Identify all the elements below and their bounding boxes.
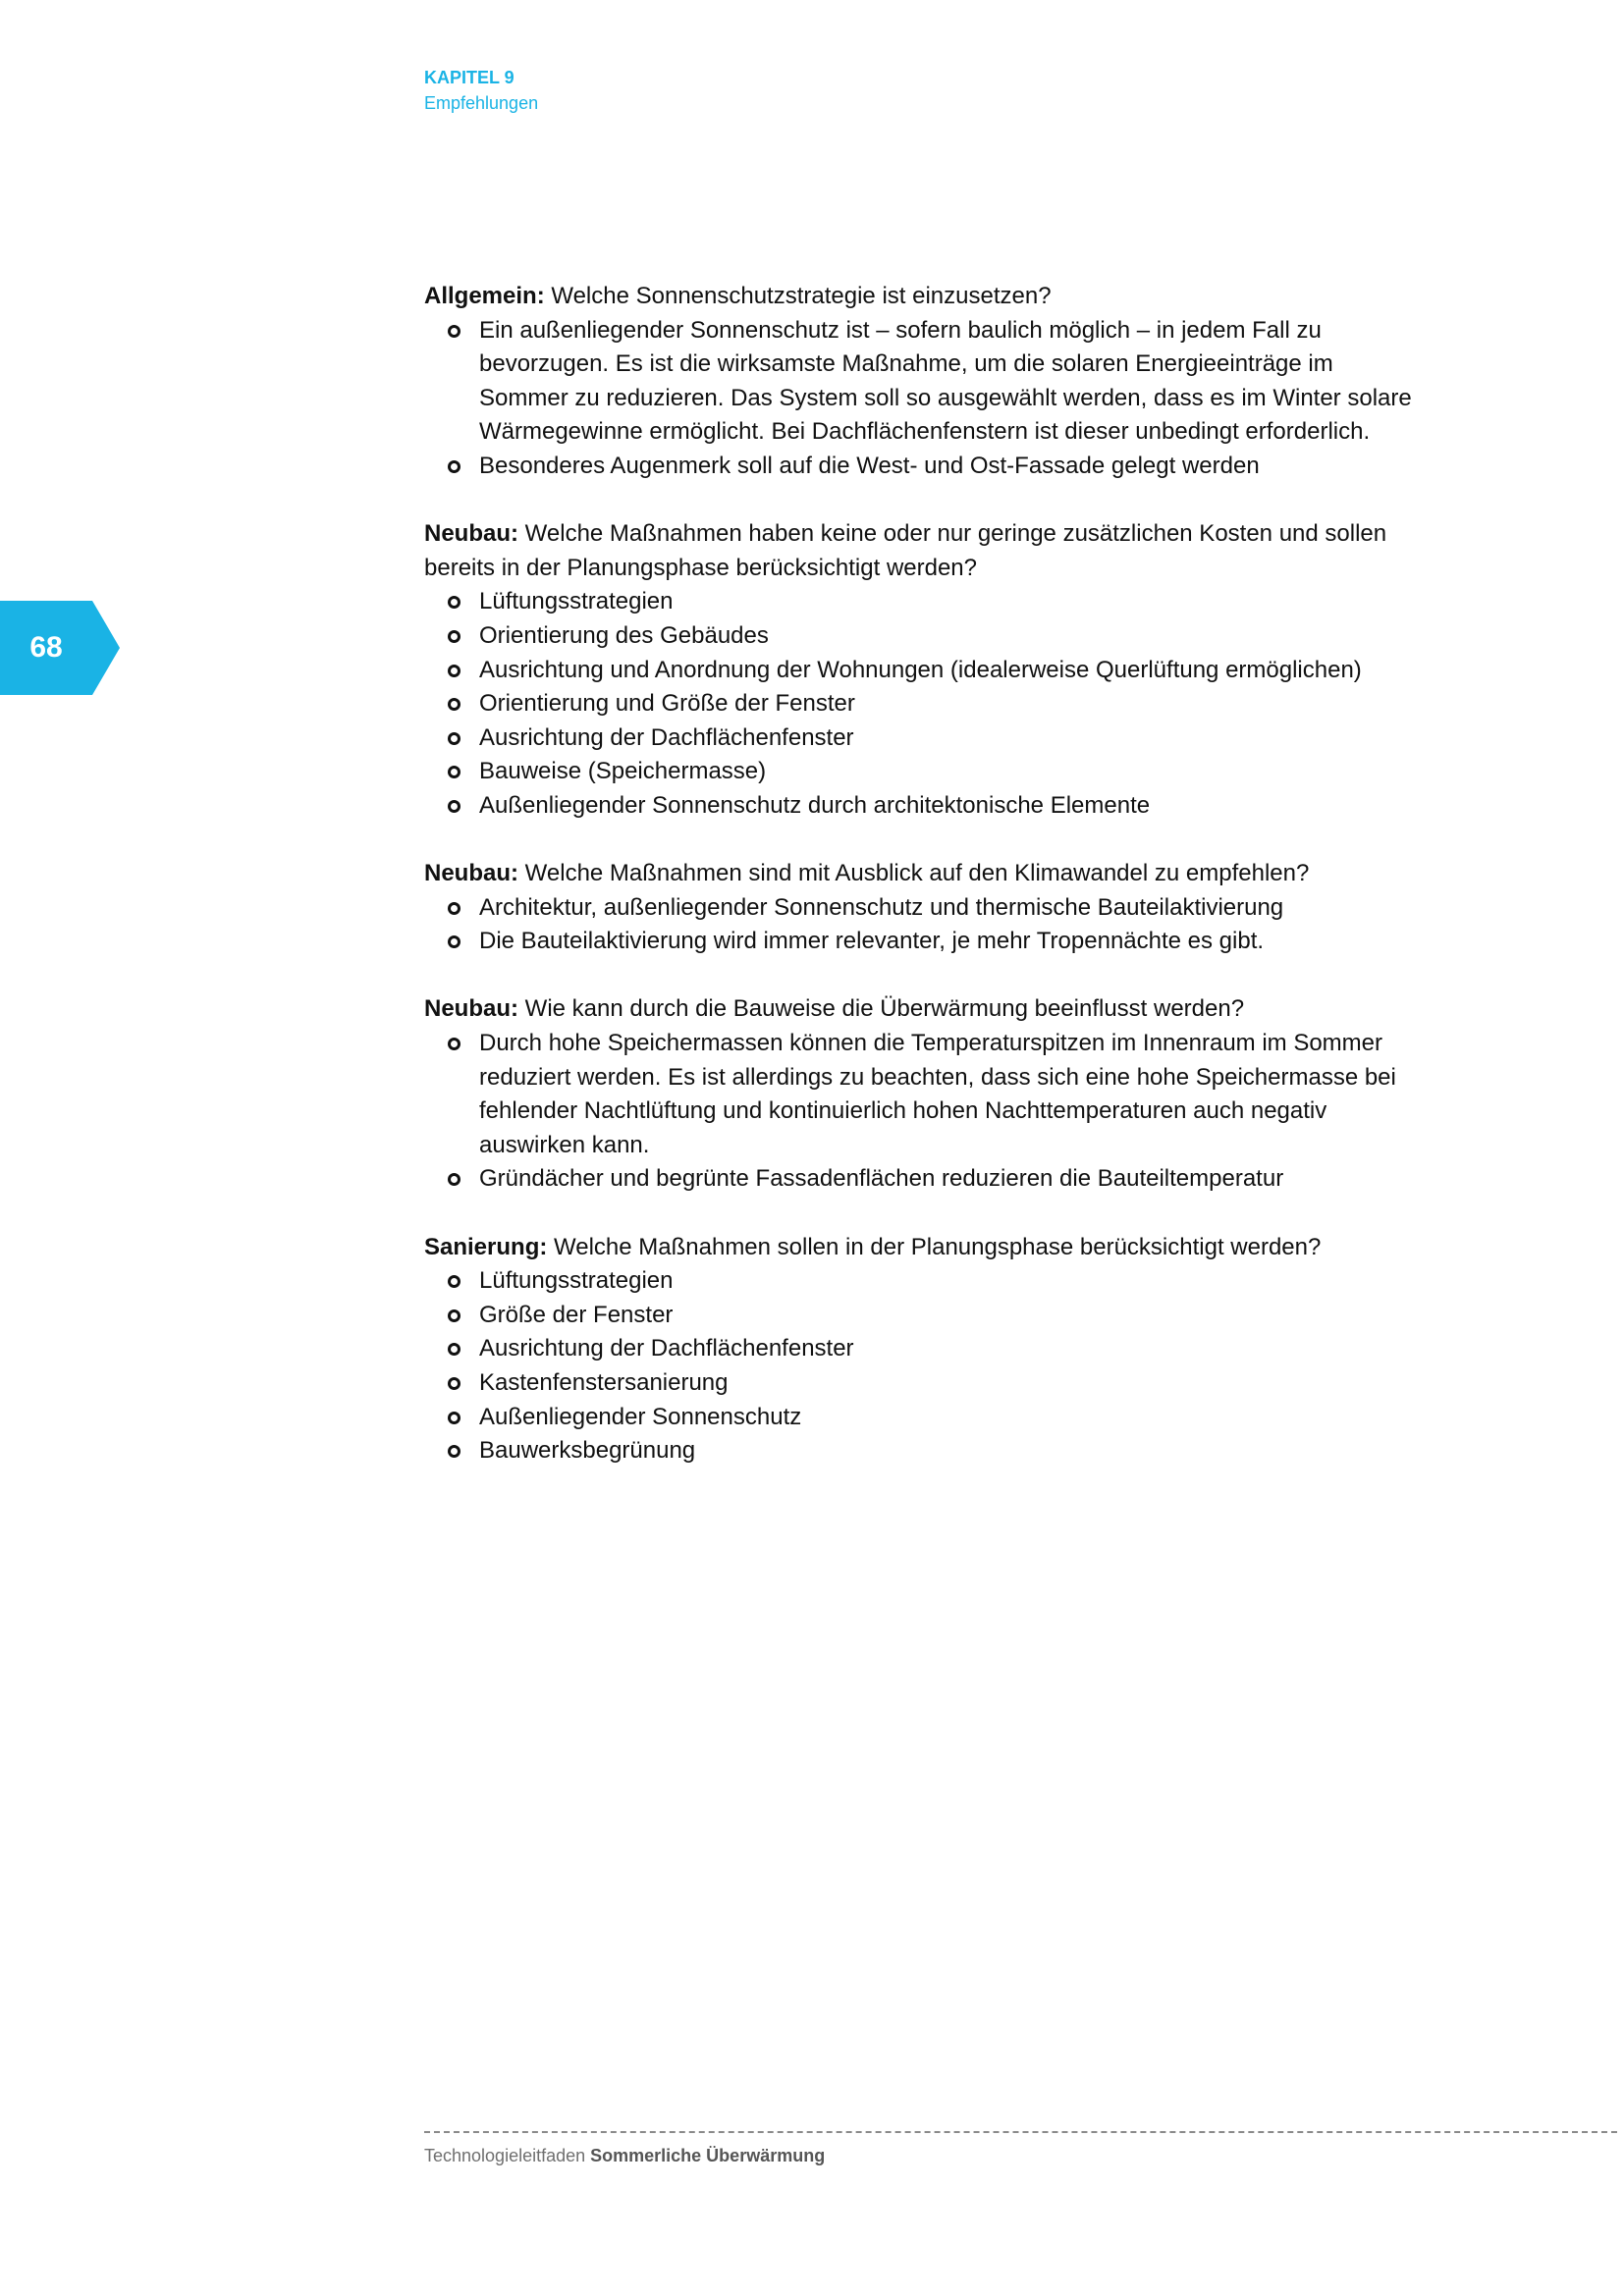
- list-item-text: Ausrichtung und Anordnung der Wohnungen (idealerweise Querlüftung ermöglichen): [479, 656, 1362, 683]
- chapter-heading: [424, 65, 538, 116]
- list-item-text: Gründächer und begrünte Fassadenflächen reduzieren die Bauteiltemperatur: [479, 1165, 1284, 1193]
- list-item: [479, 721, 1416, 756]
- list-item-text: Architektur, außenliegender Sonnenschutz und thermische Bauteilaktivierung: [479, 893, 1284, 921]
- section-allgemein: [424, 280, 1416, 484]
- chapter-number: KAPITEL 9: [424, 68, 514, 87]
- bullet-list: [424, 314, 1416, 484]
- bullet-icon: [448, 1309, 460, 1322]
- page-number-tab: [0, 601, 120, 695]
- bullet-list: [424, 1027, 1416, 1197]
- bullet-icon: [448, 1173, 460, 1186]
- footer-title: Sommerliche Überwärmung: [590, 2146, 826, 2165]
- recommendations-content: [424, 280, 1416, 1502]
- section-neubau-bauweise: [424, 992, 1416, 1197]
- question-text: Welche Maßnahmen sollen in der Planungsphase berücksichtigt werden?: [547, 1233, 1322, 1260]
- bullet-list: [424, 1264, 1416, 1468]
- bullet-icon: [448, 665, 460, 677]
- bullet-icon: [448, 1377, 460, 1390]
- section-label: Allgemein:: [424, 283, 545, 309]
- bullet-icon: [448, 800, 460, 813]
- list-item-text: Kastenfenstersanierung: [479, 1369, 729, 1396]
- page-footer: [424, 2146, 825, 2166]
- list-item: [479, 1366, 1416, 1401]
- list-item-text: Größe der Fenster: [479, 1301, 674, 1328]
- list-item: [479, 654, 1416, 688]
- list-item: [479, 891, 1416, 926]
- list-item-text: Durch hohe Speichermassen können die Temperaturspitzen im Innenraum im Sommer reduziert werden. Es ist allerdings zu beachten, dass sich eine hohe Speichermasse bei fehlender Nachtlüftung und kontinuierlich hohen Nachttemperaturen auch negativ auswirken kann.: [479, 1030, 1396, 1158]
- question-text: Welche Sonnenschutzstrategie ist einzusetzen?: [544, 283, 1052, 309]
- section-label: Neubau:: [424, 520, 518, 548]
- bullet-icon: [448, 1412, 460, 1424]
- list-item: [479, 925, 1416, 959]
- list-item: [479, 1162, 1416, 1197]
- list-item: [479, 789, 1416, 824]
- bullet-icon: [448, 1038, 460, 1050]
- list-item-text: Orientierung und Größe der Fenster: [479, 690, 855, 718]
- section-label: Neubau:: [424, 995, 518, 1023]
- list-item-text: Besonderes Augenmerk soll auf die West- und Ost-Fassade gelegt werden: [479, 452, 1260, 479]
- bullet-icon: [448, 732, 460, 745]
- footer-prefix: Technologieleitfaden: [424, 2146, 591, 2165]
- section-label: Sanierung:: [424, 1233, 548, 1260]
- list-item: [479, 755, 1416, 789]
- list-item: [479, 1299, 1416, 1333]
- section-neubau-kosten: [424, 517, 1416, 823]
- list-item-text: Lüftungsstrategien: [479, 588, 674, 615]
- list-item-text: Die Bauteilaktivierung wird immer relevanter, je mehr Tropennächte es gibt.: [479, 928, 1265, 955]
- bullet-list: [424, 585, 1416, 823]
- list-item: [479, 314, 1416, 450]
- list-item: [479, 1401, 1416, 1435]
- list-item-text: Außenliegender Sonnenschutz: [479, 1403, 802, 1430]
- list-item-text: Ein außenliegender Sonnenschutz ist – sofern baulich möglich – in jedem Fall zu bevorzugen. Es ist die wirksamste Maßnahme, um die solaren Energieeinträge im Sommer zu reduzieren. Das System soll so ausgewählt werden, dass es im Winter solare Wärmegewinne ermöglicht. Bei Dachflächenfenstern ist dieser unbedingt erforderlich.: [479, 316, 1412, 446]
- list-item-text: Bauweise (Speichermasse): [479, 758, 767, 785]
- bullet-icon: [448, 1343, 460, 1356]
- question-text: Wie kann durch die Bauweise die Überwärmung beeinflusst werden?: [518, 995, 1245, 1023]
- list-item-text: Lüftungsstrategien: [479, 1267, 674, 1295]
- list-item-text: Bauwerksbegrünung: [479, 1437, 696, 1465]
- list-item: [479, 1332, 1416, 1366]
- list-item: [479, 1027, 1416, 1162]
- bullet-icon: [448, 596, 460, 609]
- list-item: [479, 1434, 1416, 1468]
- question-text: Welche Maßnahmen haben keine oder nur geringe zusätzlichen Kosten und sollen bereits in der Planungsphase berücksichtigt werden?: [424, 520, 1387, 581]
- list-item: [479, 1264, 1416, 1299]
- list-item-text: Außenliegender Sonnenschutz durch architektonische Elemente: [479, 791, 1151, 819]
- footer-divider: [424, 2131, 1617, 2133]
- bullet-icon: [448, 766, 460, 778]
- section-neubau-klimawandel: [424, 857, 1416, 959]
- list-item: [479, 585, 1416, 619]
- page-number: 68: [29, 631, 63, 664]
- bullet-icon: [448, 460, 460, 473]
- list-item-text: Ausrichtung der Dachflächenfenster: [479, 1335, 854, 1362]
- question-text: Welche Maßnahmen sind mit Ausblick auf den Klimawandel zu empfehlen?: [518, 860, 1310, 887]
- list-item: [479, 450, 1416, 484]
- section-label: Neubau:: [424, 860, 518, 887]
- section-question: [424, 280, 1416, 314]
- bullet-icon: [448, 935, 460, 948]
- chapter-title: Empfehlungen: [424, 93, 539, 113]
- section-question: [424, 517, 1416, 585]
- list-item: [479, 619, 1416, 654]
- bullet-icon: [448, 698, 460, 711]
- list-item: [479, 687, 1416, 721]
- bullet-icon: [448, 630, 460, 643]
- bullet-icon: [448, 1445, 460, 1458]
- section-question: [424, 857, 1416, 891]
- section-question: [424, 992, 1416, 1027]
- list-item-text: Ausrichtung der Dachflächenfenster: [479, 723, 854, 751]
- list-item-text: Orientierung des Gebäudes: [479, 621, 769, 649]
- bullet-icon: [448, 902, 460, 915]
- section-question: [424, 1231, 1416, 1265]
- bullet-icon: [448, 325, 460, 338]
- bullet-list: [424, 891, 1416, 959]
- section-sanierung: [424, 1231, 1416, 1468]
- bullet-icon: [448, 1275, 460, 1288]
